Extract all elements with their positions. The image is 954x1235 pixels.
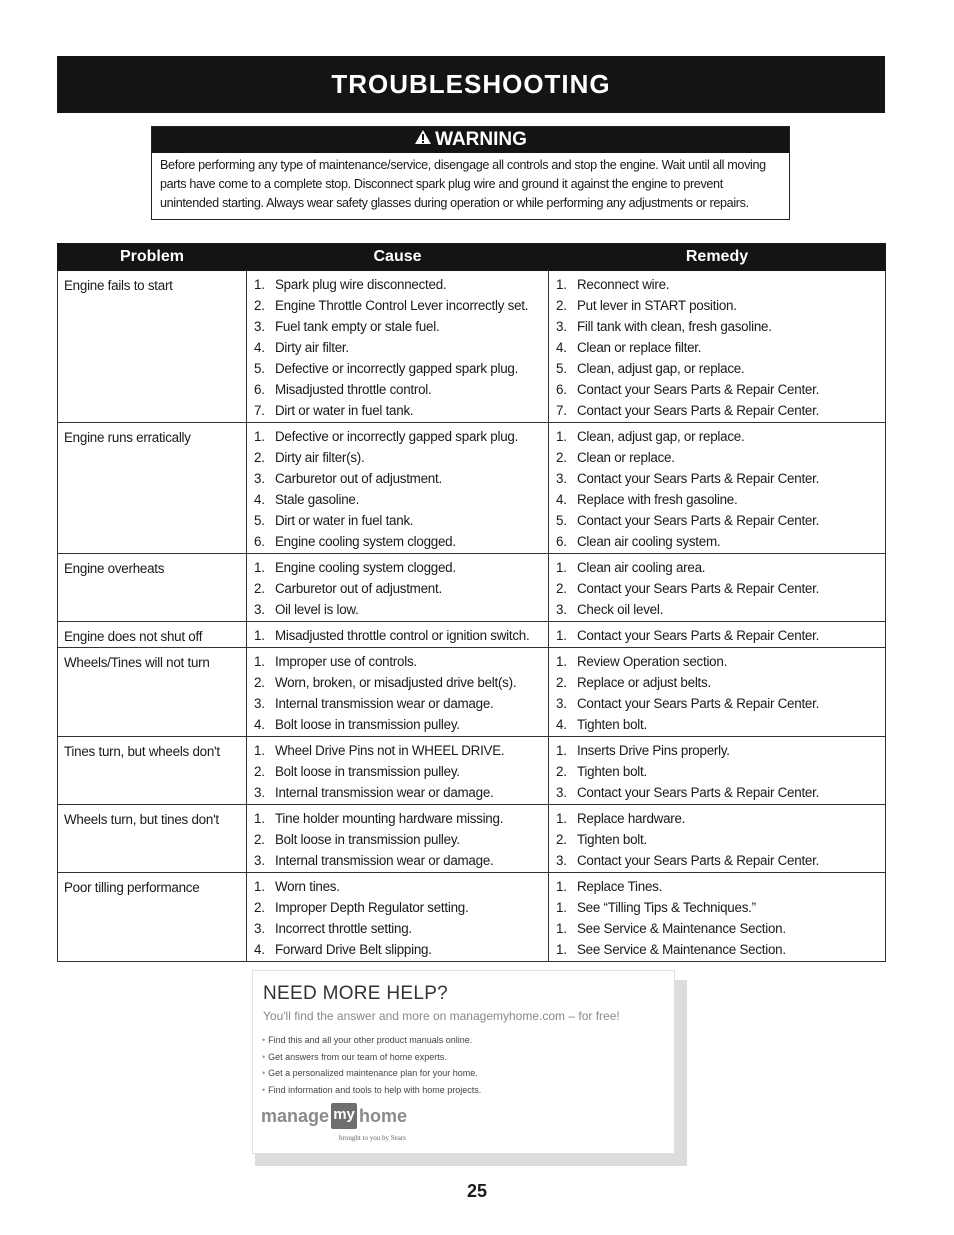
list-item — [247, 531, 548, 552]
item-number: 5. — [254, 513, 265, 528]
list-item — [247, 829, 548, 850]
item-number: 1. — [556, 654, 567, 669]
list-item — [247, 447, 548, 468]
item-text: Check oil level. — [577, 602, 664, 617]
list-item — [247, 358, 548, 379]
table-row — [58, 271, 886, 423]
cause-list — [247, 805, 548, 872]
item-text: Bolt loose in transmission pulley. — [275, 832, 460, 847]
item-number: 3. — [254, 602, 265, 617]
item-number: 3. — [254, 853, 265, 868]
item-text: Put lever in START position. — [577, 298, 737, 313]
cause-cell — [247, 622, 549, 648]
table-row — [58, 873, 886, 962]
item-number: 2. — [254, 675, 265, 690]
item-number: 1. — [556, 942, 567, 957]
item-text: Dirty air filter(s). — [275, 450, 365, 465]
item-number: 3. — [254, 785, 265, 800]
item-text: Misadjusted throttle control or ignition switch. — [275, 628, 530, 643]
list-item — [549, 510, 885, 531]
warning-text: Before performing any type of maintenance/service, disengage all controls and stop the engine. Wait until all moving parts have come to a complete stop. Disconnect spark plug wire and ground it against the engine to prevent unintended starting. Always wear safety glasses during operation or while performing any adjustments or repairs. — [160, 158, 766, 210]
list-item — [549, 808, 885, 829]
item-text: Wheel Drive Pins not in WHEEL DRIVE. — [275, 743, 505, 758]
cause-list — [247, 648, 548, 736]
item-text: Contact your Sears Parts & Repair Center. — [577, 853, 820, 868]
item-text: Stale gasoline. — [275, 492, 360, 507]
list-item — [247, 714, 548, 735]
remedy-cell — [549, 554, 886, 622]
cause-cell — [247, 805, 549, 873]
item-text: Reconnect wire. — [577, 277, 670, 292]
item-number: 6. — [254, 534, 265, 549]
item-number: 1. — [556, 628, 567, 643]
cause-cell — [247, 271, 549, 423]
item-number: 3. — [556, 785, 567, 800]
item-number: 2. — [254, 900, 265, 915]
list-item — [549, 426, 885, 447]
help-shadow — [675, 980, 687, 1166]
item-text: Clean or replace. — [577, 450, 675, 465]
cause-list — [247, 423, 548, 553]
item-number: 5. — [556, 513, 567, 528]
item-number: 4. — [556, 340, 567, 355]
warning-label: WARNING — [435, 129, 527, 150]
list-item — [247, 599, 548, 620]
list-item — [549, 897, 885, 918]
item-number: 2. — [556, 450, 567, 465]
list-item — [247, 489, 548, 510]
help-title: NEED MORE HELP? — [263, 983, 449, 1004]
item-number: 6. — [556, 534, 567, 549]
list-item — [549, 447, 885, 468]
help-bullet: • Find this and all your other product manuals online. — [262, 1032, 481, 1049]
item-number: 3. — [556, 602, 567, 617]
item-number: 6. — [254, 382, 265, 397]
header-problem: Problem — [58, 244, 247, 271]
list-item — [247, 761, 548, 782]
item-text: Clean air cooling system. — [577, 534, 721, 549]
cause-cell — [247, 737, 549, 805]
list-item — [549, 578, 885, 599]
list-item — [549, 850, 885, 871]
item-text: Replace hardware. — [577, 811, 686, 826]
list-item — [549, 295, 885, 316]
item-text: Fuel tank empty or stale fuel. — [275, 319, 440, 334]
item-number: 3. — [254, 471, 265, 486]
list-item — [247, 578, 548, 599]
cause-list — [247, 873, 548, 961]
item-number: 1. — [556, 811, 567, 826]
remedy-cell — [549, 737, 886, 805]
help-subtitle: You'll find the answer and more on managemyhome.com – for free! — [263, 1009, 620, 1023]
item-text: Spark plug wire disconnected. — [275, 277, 447, 292]
item-text: Worn, broken, or misadjusted drive belt(s). — [275, 675, 517, 690]
problem-cell: Engine fails to start — [58, 271, 247, 423]
help-box — [252, 970, 675, 1154]
item-text: Bolt loose in transmission pulley. — [275, 764, 460, 779]
item-text: Tighten bolt. — [577, 764, 647, 779]
item-text: See Service & Maintenance Section. — [577, 942, 786, 957]
item-text: Engine cooling system clogged. — [275, 560, 456, 575]
list-item — [549, 274, 885, 295]
item-number: 3. — [254, 319, 265, 334]
table-row — [58, 805, 886, 873]
table-row — [58, 554, 886, 622]
item-number: 2. — [254, 581, 265, 596]
item-text: Clean air cooling area. — [577, 560, 706, 575]
header-remedy: Remedy — [549, 244, 886, 271]
item-text: Carburetor out of adjustment. — [275, 581, 442, 596]
remedy-list — [549, 873, 885, 961]
item-text: See “Tilling Tips & Techniques.” — [577, 900, 756, 915]
item-number: 1. — [556, 879, 567, 894]
cause-list — [247, 271, 548, 422]
list-item — [549, 782, 885, 803]
page-number: 25 — [466, 1181, 488, 1201]
item-text: Dirty air filter. — [275, 340, 349, 355]
help-bullet: • Find information and tools to help with home projects. — [262, 1082, 481, 1099]
item-text: Defective or incorrectly gapped spark plug. — [275, 361, 519, 376]
item-text: Internal transmission wear or damage. — [275, 853, 494, 868]
item-number: 2. — [556, 581, 567, 596]
item-number: 4. — [556, 492, 567, 507]
item-number: 6. — [556, 382, 567, 397]
item-text: Bolt loose in transmission pulley. — [275, 717, 460, 732]
item-number: 1. — [254, 560, 265, 575]
list-item — [549, 468, 885, 489]
remedy-cell — [549, 423, 886, 554]
item-text: Dirt or water in fuel tank. — [275, 403, 414, 418]
list-item — [247, 316, 548, 337]
problem-cell: Wheels/Tines will not turn — [58, 648, 247, 737]
logo-text-home: home — [359, 1105, 408, 1126]
list-item — [549, 358, 885, 379]
item-text: Improper use of controls. — [275, 654, 417, 669]
item-number: 7. — [556, 403, 567, 418]
brought-by-text: brought to you by Sears — [339, 1134, 406, 1142]
problem-cell: Engine overheats — [58, 554, 247, 622]
item-text: Internal transmission wear or damage. — [275, 696, 494, 711]
item-text: See Service & Maintenance Section. — [577, 921, 786, 936]
list-item — [247, 782, 548, 803]
item-text: Replace with fresh gasoline. — [577, 492, 738, 507]
list-item — [247, 625, 548, 646]
item-number: 2. — [254, 450, 265, 465]
cause-cell — [247, 648, 549, 737]
remedy-list — [549, 805, 885, 872]
item-number: 2. — [556, 764, 567, 779]
help-bullet: • Get a personalized maintenance plan for your home. — [262, 1065, 481, 1082]
cause-cell — [247, 873, 549, 962]
list-item — [247, 468, 548, 489]
remedy-cell — [549, 873, 886, 962]
list-item — [247, 651, 548, 672]
item-text: Tighten bolt. — [577, 832, 647, 847]
item-text: Contact your Sears Parts & Repair Center. — [577, 581, 820, 596]
item-text: Review Operation section. — [577, 654, 728, 669]
remedy-list — [549, 423, 885, 553]
item-text: Replace Tines. — [577, 879, 663, 894]
warning-header — [152, 127, 789, 153]
item-text: Contact your Sears Parts & Repair Center. — [577, 513, 820, 528]
problem-cell: Wheels turn, but tines don't — [58, 805, 247, 873]
item-text: Engine Throttle Control Lever incorrectly set. — [275, 298, 529, 313]
item-number: 2. — [556, 298, 567, 313]
cause-cell — [247, 554, 549, 622]
item-number: 3. — [556, 853, 567, 868]
item-number: 1. — [556, 560, 567, 575]
item-text: Replace or adjust belts. — [577, 675, 711, 690]
list-item — [549, 876, 885, 897]
item-number: 1. — [254, 429, 265, 444]
list-item — [549, 316, 885, 337]
item-text: Clean, adjust gap, or replace. — [577, 361, 745, 376]
item-text: Fill tank with clean, fresh gasoline. — [577, 319, 772, 334]
problem-cell: Engine does not shut off — [58, 622, 247, 648]
item-number: 3. — [254, 696, 265, 711]
item-text: Incorrect throttle setting. — [275, 921, 412, 936]
list-item — [549, 400, 885, 421]
list-item — [247, 379, 548, 400]
item-number: 7. — [254, 403, 265, 418]
remedy-list — [549, 554, 885, 621]
list-item — [549, 672, 885, 693]
item-number: 4. — [556, 717, 567, 732]
item-text: Tine holder mounting hardware missing. — [275, 811, 504, 826]
problem-cell: Engine runs erratically — [58, 423, 247, 554]
item-text: Contact your Sears Parts & Repair Center. — [577, 628, 820, 643]
list-item — [549, 531, 885, 552]
list-item — [247, 426, 548, 447]
item-text: Improper Depth Regulator setting. — [275, 900, 469, 915]
table-row — [58, 648, 886, 737]
troubleshooting-table — [57, 243, 886, 962]
list-item — [247, 897, 548, 918]
item-number: 4. — [254, 492, 265, 507]
list-item — [549, 714, 885, 735]
item-text: Inserts Drive Pins properly. — [577, 743, 730, 758]
item-text: Contact your Sears Parts & Repair Center. — [577, 471, 820, 486]
table-row — [58, 622, 886, 648]
item-text: Contact your Sears Parts & Repair Center. — [577, 382, 820, 397]
list-item — [549, 557, 885, 578]
remedy-cell — [549, 648, 886, 737]
list-item — [549, 761, 885, 782]
item-number: 1. — [254, 628, 265, 643]
list-item — [247, 876, 548, 897]
item-number: 1. — [254, 277, 265, 292]
item-text: Forward Drive Belt slipping. — [275, 942, 432, 957]
list-item — [549, 489, 885, 510]
list-item — [549, 651, 885, 672]
item-number: 1. — [254, 811, 265, 826]
list-item — [247, 557, 548, 578]
item-text: Contact your Sears Parts & Repair Center. — [577, 696, 820, 711]
item-number: 1. — [556, 743, 567, 758]
list-item — [247, 337, 548, 358]
help-bullets — [262, 1032, 481, 1098]
cause-list — [247, 737, 548, 804]
list-item — [549, 625, 885, 646]
list-item — [247, 693, 548, 714]
list-item — [549, 693, 885, 714]
remedy-cell — [549, 271, 886, 423]
item-number: 1. — [254, 879, 265, 894]
item-text: Contact your Sears Parts & Repair Center. — [577, 403, 820, 418]
item-number: 3. — [254, 921, 265, 936]
remedy-list — [549, 648, 885, 736]
managemyhome-logo — [261, 1103, 407, 1129]
item-text: Internal transmission wear or damage. — [275, 785, 494, 800]
table-row — [58, 423, 886, 554]
item-text: Worn tines. — [275, 879, 340, 894]
remedy-list — [549, 622, 885, 647]
list-item — [549, 599, 885, 620]
item-text: Clean, adjust gap, or replace. — [577, 429, 745, 444]
problem-cell: Poor tilling performance — [58, 873, 247, 962]
item-number: 2. — [254, 832, 265, 847]
item-number: 2. — [254, 764, 265, 779]
cause-cell — [247, 423, 549, 554]
help-bullet: • Get answers from our team of home experts. — [262, 1049, 481, 1066]
item-number: 4. — [254, 942, 265, 957]
list-item — [549, 939, 885, 960]
title-banner — [57, 56, 885, 113]
list-item — [247, 274, 548, 295]
list-item — [247, 808, 548, 829]
item-text: Oil level is low. — [275, 602, 359, 617]
list-item — [247, 939, 548, 960]
list-item — [247, 740, 548, 761]
problem-cell: Tines turn, but wheels don't — [58, 737, 247, 805]
remedy-list — [549, 271, 885, 422]
list-item — [247, 400, 548, 421]
item-number: 2. — [556, 832, 567, 847]
list-item — [549, 918, 885, 939]
item-number: 1. — [254, 654, 265, 669]
list-item — [549, 379, 885, 400]
item-number: 2. — [254, 298, 265, 313]
page-title: TROUBLESHOOTING — [331, 69, 611, 99]
help-shadow — [255, 1154, 685, 1166]
item-number: 3. — [556, 471, 567, 486]
list-item — [247, 295, 548, 316]
item-number: 4. — [254, 717, 265, 732]
remedy-cell — [549, 622, 886, 648]
warning-triangle-icon — [414, 129, 432, 151]
item-text: Carburetor out of adjustment. — [275, 471, 442, 486]
item-number: 5. — [556, 361, 567, 376]
logo-text-manage: manage — [261, 1105, 330, 1126]
item-number: 1. — [556, 277, 567, 292]
cause-list — [247, 554, 548, 621]
item-number: 3. — [556, 319, 567, 334]
item-text: Clean or replace filter. — [577, 340, 702, 355]
item-number: 4. — [254, 340, 265, 355]
item-number: 1. — [556, 921, 567, 936]
list-item — [549, 740, 885, 761]
item-number: 3. — [556, 696, 567, 711]
item-number: 1. — [556, 429, 567, 444]
list-item — [549, 829, 885, 850]
logo-my-badge: my — [331, 1103, 357, 1129]
list-item — [247, 510, 548, 531]
item-text: Dirt or water in fuel tank. — [275, 513, 414, 528]
item-number: 5. — [254, 361, 265, 376]
list-item — [549, 337, 885, 358]
item-text: Contact your Sears Parts & Repair Center. — [577, 785, 820, 800]
item-number: 1. — [556, 900, 567, 915]
item-text: Misadjusted throttle control. — [275, 382, 432, 397]
header-cause: Cause — [247, 244, 549, 271]
item-number: 2. — [556, 675, 567, 690]
table-row — [58, 737, 886, 805]
list-item — [247, 672, 548, 693]
remedy-cell — [549, 805, 886, 873]
list-item — [247, 850, 548, 871]
item-number: 1. — [254, 743, 265, 758]
item-text: Defective or incorrectly gapped spark plug. — [275, 429, 519, 444]
item-text: Engine cooling system clogged. — [275, 534, 456, 549]
cause-list — [247, 622, 548, 647]
item-text: Tighten bolt. — [577, 717, 647, 732]
list-item — [247, 918, 548, 939]
warning-box — [151, 126, 790, 220]
remedy-list — [549, 737, 885, 804]
